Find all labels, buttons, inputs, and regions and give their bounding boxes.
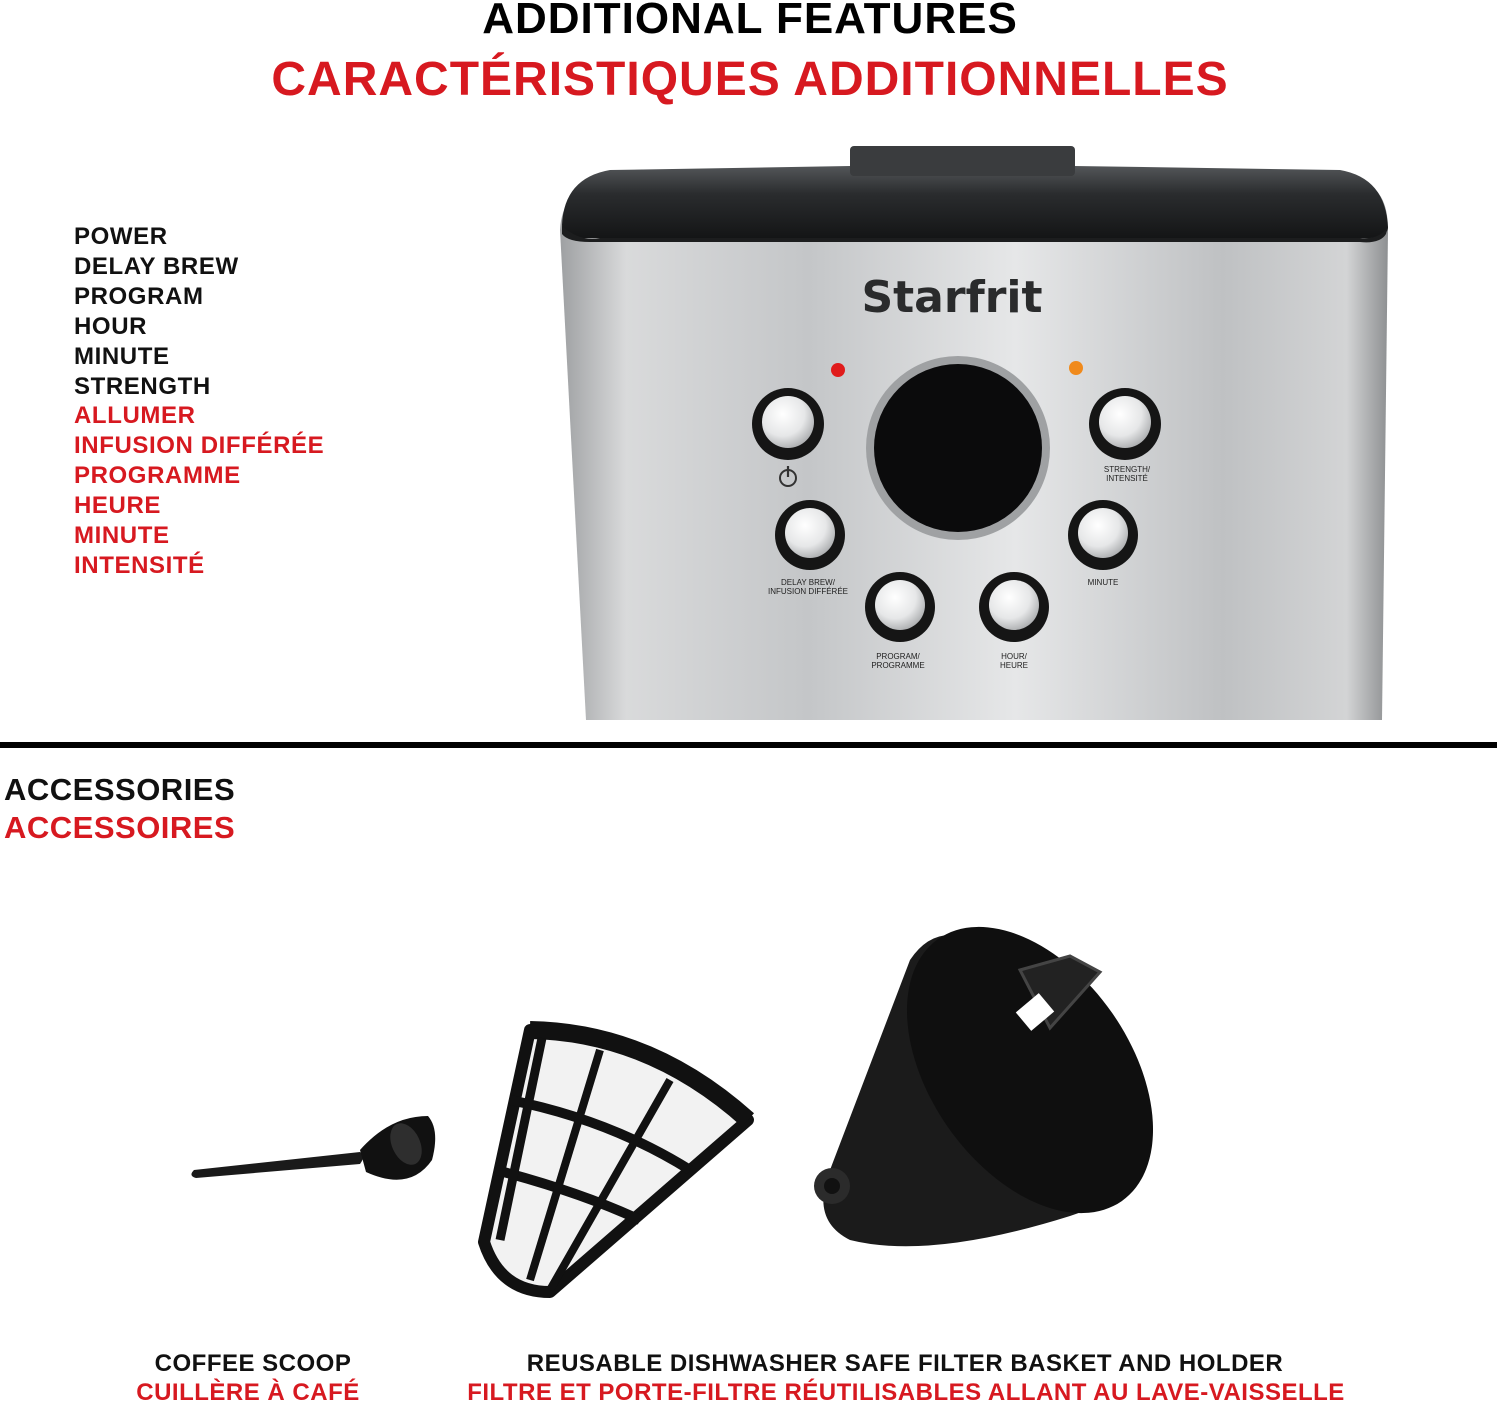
feature-program: PROGRAM <box>74 282 204 310</box>
caption-coffee-scoop: COFFEE SCOOP <box>154 1350 352 1377</box>
delay-brew-label-fr: INFUSION DIFFÉRÉE <box>767 587 849 596</box>
program-label: PROGRAM/ <box>876 652 920 661</box>
feature-minute-fr: MINUTE <box>74 522 170 550</box>
title-french: CARACTÉRISTIQUES ADDITIONNELLES <box>271 53 1229 106</box>
feature-infusion-differee: INFUSION DIFFÉRÉE <box>74 432 325 460</box>
strength-label-fr: INTENSITÉ <box>1106 474 1148 483</box>
coffee-maker-illustration <box>540 130 1400 720</box>
feature-power: POWER <box>74 223 168 250</box>
filter-basket-image <box>484 1030 748 1292</box>
hour-button[interactable] <box>979 572 1049 642</box>
hour-label: HOUR/ <box>1001 652 1027 661</box>
feature-list <box>74 222 324 581</box>
feature-programme: PROGRAMME <box>74 462 241 490</box>
minute-button[interactable] <box>1068 500 1138 570</box>
strength-button[interactable] <box>1089 388 1161 460</box>
filter-holder-image <box>814 920 1170 1258</box>
caption-filter-basket-fr: FILTRE ET PORTE-FILTRE RÉUTILISABLES ALLANT AU LAVE-VAISSELLE <box>467 1379 1345 1406</box>
caption-filter-basket: REUSABLE DISHWASHER SAFE FILTER BASKET AND HOLDER <box>526 1350 1284 1377</box>
feature-strength: STRENGTH <box>74 372 211 400</box>
hour-label-fr: HEURE <box>999 661 1029 670</box>
coffee-scoop-image <box>191 1116 435 1180</box>
accessories-heading-fr: ACCESSOIRES <box>4 810 236 845</box>
brand-logo: Starfrit <box>861 272 1043 323</box>
delay-brew-label: DELAY BREW/ <box>781 578 835 587</box>
accessories-heading: ACCESSORIES <box>4 772 236 807</box>
feature-delay-brew: DELAY BREW <box>74 252 239 280</box>
title-english: ADDITIONAL FEATURES <box>482 0 1018 43</box>
power-led <box>831 363 845 377</box>
strength-label: STRENGTH/ <box>1103 465 1151 474</box>
feature-minute: MINUTE <box>74 342 170 370</box>
strength-led <box>1069 361 1083 375</box>
delay-brew-button[interactable] <box>775 500 845 570</box>
accessories-illustration <box>170 920 1170 1310</box>
feature-heure: HEURE <box>74 492 162 520</box>
feature-hour: HOUR <box>74 312 148 340</box>
display-screen <box>874 364 1042 532</box>
program-button[interactable] <box>865 572 935 642</box>
minute-label: MINUTE <box>1087 578 1119 587</box>
power-button[interactable] <box>752 388 824 460</box>
program-label-fr: PROGRAMME <box>871 661 925 670</box>
caption-coffee-scoop-fr: CUILLÈRE À CAFÉ <box>136 1379 360 1406</box>
feature-allumer: ALLUMER <box>74 402 196 430</box>
section-divider <box>0 742 1497 748</box>
feature-intensite: INTENSITÉ <box>74 551 205 579</box>
